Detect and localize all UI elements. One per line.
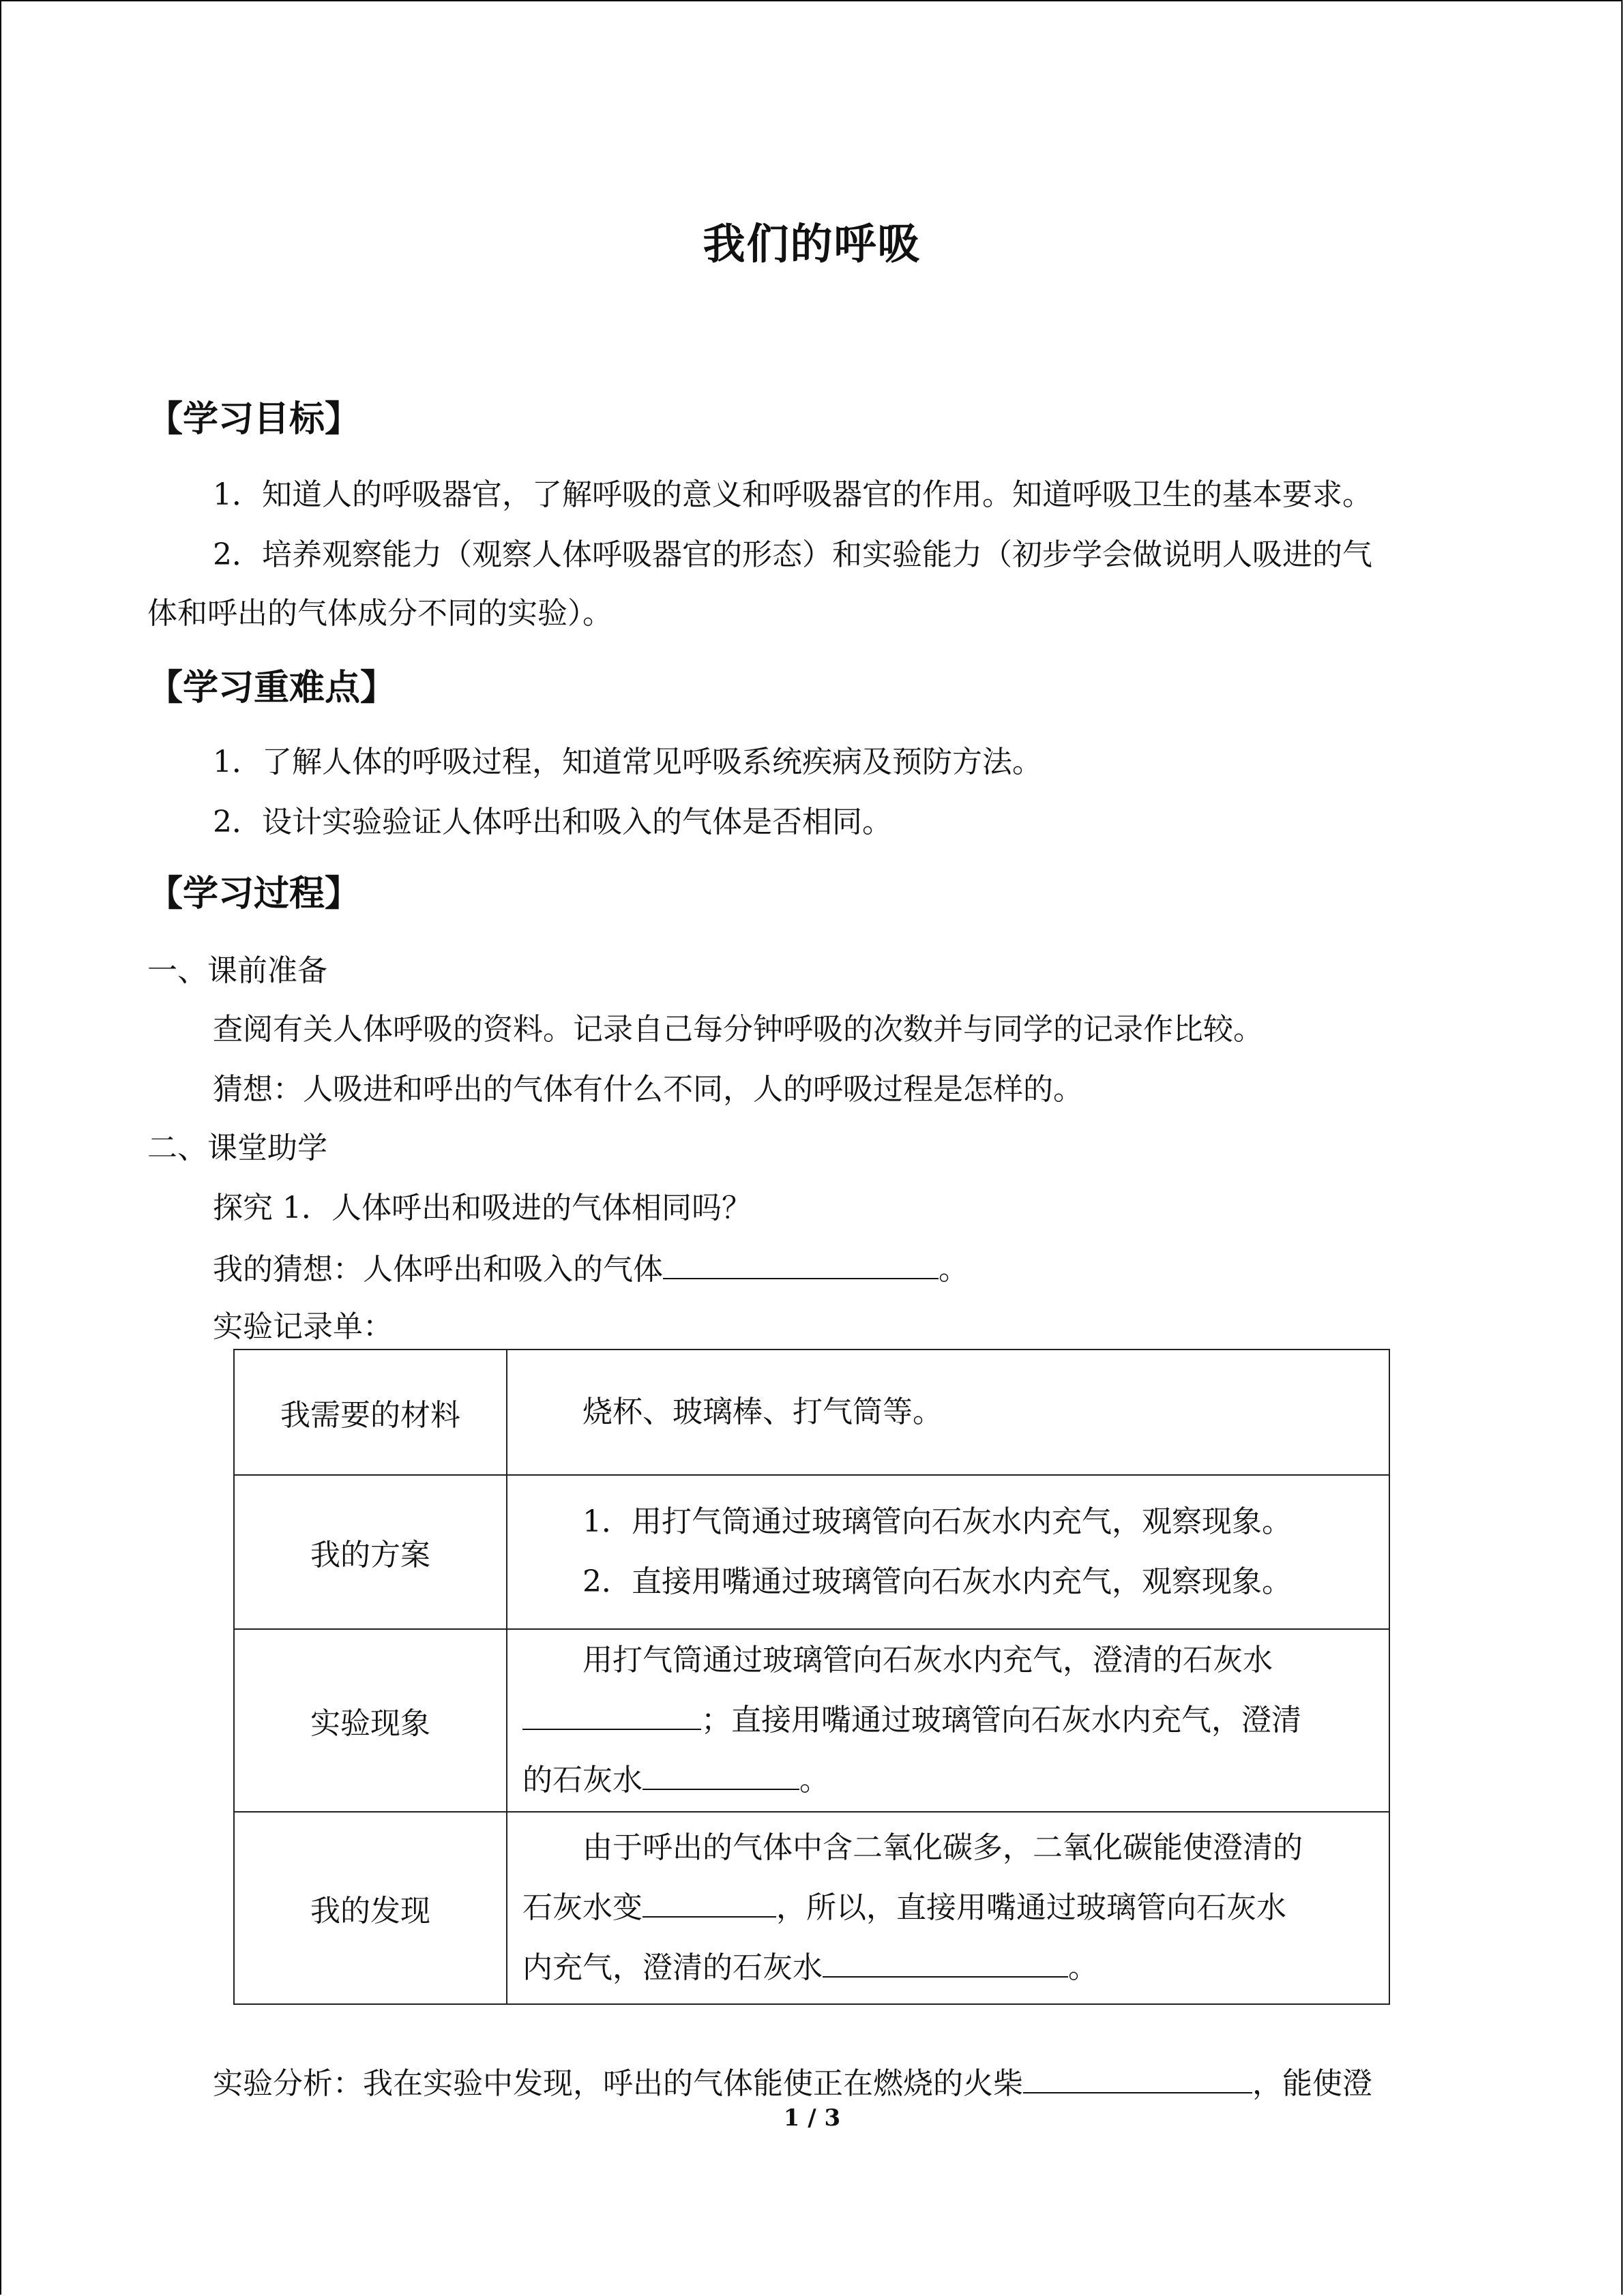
finding-blank-1[interactable] xyxy=(643,1886,776,1918)
prep-heading: 一、课前准备 xyxy=(147,953,327,988)
plan-line-1: 1．用打气筒通过玻璃管向石灰水内充气，观察现象。 xyxy=(582,1504,1292,1539)
phenomenon-line-1: 用打气筒通过玻璃管向石灰水内充气，澄清的石灰水 xyxy=(582,1643,1273,1678)
phenomenon-label: 实验现象 xyxy=(234,1629,507,1812)
phenomenon-line-3-suffix: 。 xyxy=(799,1763,829,1798)
materials-text: 烧杯、玻璃棒、打气筒等。 xyxy=(582,1395,943,1429)
finding-blank-2[interactable] xyxy=(823,1946,1068,1978)
table-row-phenomenon xyxy=(234,1629,1389,1812)
keypoint-item-1: 1．了解人体的呼吸过程，知道常见呼吸系统疾病及预防方法。 xyxy=(213,745,1042,779)
table-row-plan xyxy=(234,1475,1389,1629)
table-row-finding xyxy=(234,1812,1389,2004)
objectives-heading: 【学习目标】 xyxy=(147,399,361,440)
phenomenon-line-2-text: ；直接用嘴通过玻璃管向石灰水内充气，澄清 xyxy=(701,1703,1301,1738)
analysis-line xyxy=(213,2062,1372,2103)
explore-1: 探究 1．人体呼出和吸进的气体相同吗？ xyxy=(213,1191,752,1225)
guess-suffix: 。 xyxy=(939,1252,969,1287)
analysis-blank[interactable] xyxy=(1023,2062,1252,2093)
guess-blank[interactable] xyxy=(663,1248,939,1279)
plan-cell xyxy=(507,1475,1389,1629)
record-label: 实验记录单： xyxy=(213,1309,393,1344)
materials-label: 我需要的材料 xyxy=(234,1350,507,1475)
analysis-prefix: 实验分析：我在实验中发现，呼出的气体能使正在燃烧的火柴 xyxy=(213,2066,1023,2101)
prep-line-1: 查阅有关人体呼吸的资料。记录自己每分钟呼吸的次数并与同学的记录作比较。 xyxy=(213,1012,1263,1047)
phenomenon-blank-2[interactable] xyxy=(643,1759,799,1790)
objective-item-2-continued: 体和呼出的气体成分不同的实验）。 xyxy=(147,596,612,631)
objective-item-2: 2．培养观察能力（观察人体呼吸器官的形态）和实验能力（初步学会做说明人吸进的气 xyxy=(213,537,1372,572)
page-number: 1 / 3 xyxy=(783,2104,841,2132)
keypoint-item-2: 2．设计实验验证人体呼出和吸入的气体是否相同。 xyxy=(213,805,892,839)
finding-line-3-suffix: 。 xyxy=(1068,1950,1098,1985)
objective-item-1: 1．知道人的呼吸器官，了解呼吸的意义和呼吸器官的作用。知道呼吸卫生的基本要求。 xyxy=(213,477,1372,512)
table-row-materials xyxy=(234,1350,1389,1475)
phenomenon-blank-1[interactable] xyxy=(522,1699,701,1730)
guess-prefix: 我的猜想：人体呼出和吸入的气体 xyxy=(213,1252,663,1287)
finding-line-1: 由于呼出的气体中含二氧化碳多，二氧化碳能使澄清的 xyxy=(582,1830,1303,1865)
finding-line-3-prefix: 内充气，澄清的石灰水 xyxy=(522,1950,823,1985)
phenomenon-line-3 xyxy=(522,1750,1374,1810)
plan-line-2: 2．直接用嘴通过玻璃管向石灰水内充气，观察现象。 xyxy=(582,1564,1292,1599)
finding-line-2-prefix: 石灰水变 xyxy=(522,1890,643,1925)
materials-cell xyxy=(507,1350,1389,1475)
experiment-record-table xyxy=(233,1349,1390,2005)
finding-cell xyxy=(507,1812,1389,2004)
prep-line-2: 猜想：人吸进和呼出的气体有什么不同，人的呼吸过程是怎样的。 xyxy=(213,1072,1083,1107)
plan-label: 我的方案 xyxy=(234,1475,507,1629)
finding-line-3 xyxy=(522,1938,1374,1998)
analysis-suffix: ，能使澄 xyxy=(1252,2066,1372,2101)
class-heading: 二、课堂助学 xyxy=(147,1131,327,1165)
document-title: 我们的呼吸 xyxy=(703,219,921,269)
phenomenon-line-2 xyxy=(522,1690,1374,1750)
finding-line-2-suffix: ，所以，直接用嘴通过玻璃管向石灰水 xyxy=(776,1890,1286,1925)
phenomenon-line-3-prefix: 的石灰水 xyxy=(522,1763,643,1798)
keypoints-heading: 【学习重难点】 xyxy=(147,668,396,709)
finding-line-2 xyxy=(522,1878,1374,1938)
guess-line xyxy=(213,1248,969,1289)
phenomenon-cell xyxy=(507,1629,1389,1812)
process-heading: 【学习过程】 xyxy=(147,874,361,914)
finding-label: 我的发现 xyxy=(234,1812,507,2004)
